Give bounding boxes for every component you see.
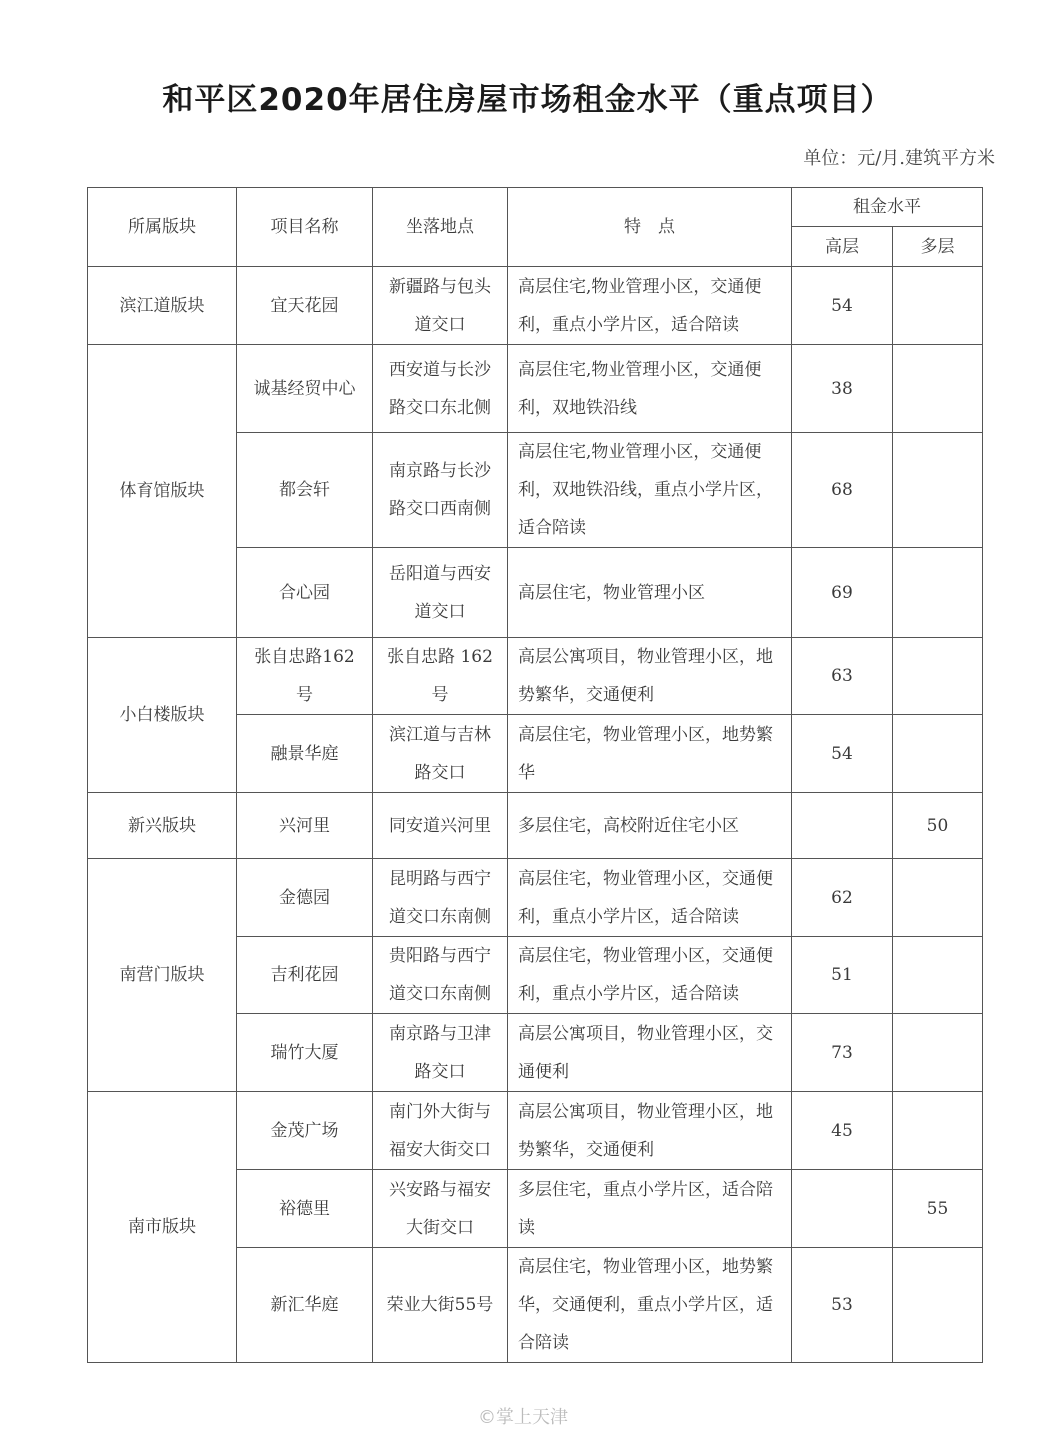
cell-multi <box>893 638 983 715</box>
cell-name: 诚基经贸中心 <box>237 345 373 433</box>
cell-name: 金德园 <box>237 859 373 937</box>
unit-note: 单位：元/月.建筑平方米 <box>803 148 995 169</box>
cell-location: 兴安路与福安大街交口 <box>373 1170 508 1248</box>
cell-multi <box>893 345 983 433</box>
cell-multi <box>893 1092 983 1170</box>
cell-block: 滨江道版块 <box>88 267 237 345</box>
cell-name: 新汇华庭 <box>237 1248 373 1363</box>
cell-high: 51 <box>792 937 893 1014</box>
cell-location: 西安道与长沙路交口东北侧 <box>373 345 508 433</box>
cell-features: 高层住宅，物业管理小区，地势繁华，交通便利，重点小学片区，适合陪读 <box>508 1248 792 1363</box>
cell-multi <box>893 715 983 793</box>
cell-high: 68 <box>792 433 893 548</box>
cell-name: 兴河里 <box>237 793 373 859</box>
cell-high: 54 <box>792 267 893 345</box>
table-body <box>88 267 983 1363</box>
cell-high: 38 <box>792 345 893 433</box>
cell-location: 贵阳路与西宁道交口东南侧 <box>373 937 508 1014</box>
cell-features: 高层住宅,物业管理小区，交通便利，双地铁沿线 <box>508 345 792 433</box>
cell-name: 宜天花园 <box>237 267 373 345</box>
table-row <box>88 638 983 715</box>
cell-block: 南市版块 <box>88 1092 237 1363</box>
cell-location: 岳阳道与西安道交口 <box>373 548 508 638</box>
cell-multi <box>893 548 983 638</box>
cell-features: 高层公寓项目，物业管理小区，地势繁华，交通便利 <box>508 1092 792 1170</box>
cell-multi <box>893 433 983 548</box>
cell-features: 高层住宅，物业管理小区 <box>508 548 792 638</box>
cell-high: 53 <box>792 1248 893 1363</box>
cell-name: 融景华庭 <box>237 715 373 793</box>
table-row <box>88 345 983 433</box>
cell-features: 高层住宅，物业管理小区，交通便利，重点小学片区，适合陪读 <box>508 859 792 937</box>
cell-name: 张自忠路162号 <box>237 638 373 715</box>
cell-name: 金茂广场 <box>237 1092 373 1170</box>
header-rent: 租金水平 <box>792 188 983 227</box>
cell-name: 裕德里 <box>237 1170 373 1248</box>
cell-high: 45 <box>792 1092 893 1170</box>
cell-name: 瑞竹大厦 <box>237 1014 373 1092</box>
header-location: 坐落地点 <box>373 188 508 267</box>
cell-multi <box>893 859 983 937</box>
table-row <box>88 793 983 859</box>
cell-location: 南京路与长沙路交口西南侧 <box>373 433 508 548</box>
cell-features: 多层住宅，高校附近住宅小区 <box>508 793 792 859</box>
cell-high <box>792 1170 893 1248</box>
cell-features: 高层住宅,物业管理小区，交通便利，双地铁沿线，重点小学片区，适合陪读 <box>508 433 792 548</box>
cell-location: 昆明路与西宁道交口东南侧 <box>373 859 508 937</box>
cell-features: 高层公寓项目，物业管理小区，交通便利 <box>508 1014 792 1092</box>
rent-table <box>87 187 983 1363</box>
cell-features: 高层公寓项目，物业管理小区，地势繁华，交通便利 <box>508 638 792 715</box>
cell-location: 同安道兴河里 <box>373 793 508 859</box>
cell-location: 张自忠路 162号 <box>373 638 508 715</box>
cell-high <box>792 793 893 859</box>
cell-high: 63 <box>792 638 893 715</box>
cell-block: 新兴版块 <box>88 793 237 859</box>
table-row <box>88 1092 983 1170</box>
cell-high: 69 <box>792 548 893 638</box>
cell-features: 高层住宅，物业管理小区，地势繁华 <box>508 715 792 793</box>
cell-multi <box>893 1014 983 1092</box>
cell-features: 高层住宅,物业管理小区，交通便利，重点小学片区，适合陪读 <box>508 267 792 345</box>
cell-name: 合心园 <box>237 548 373 638</box>
cell-high: 62 <box>792 859 893 937</box>
cell-location: 荣业大街55号 <box>373 1248 508 1363</box>
cell-location: 南京路与卫津路交口 <box>373 1014 508 1092</box>
cell-high: 54 <box>792 715 893 793</box>
watermark: ©掌上天津 <box>478 1407 568 1428</box>
cell-multi <box>893 267 983 345</box>
cell-multi <box>893 1248 983 1363</box>
cell-location: 新疆路与包头道交口 <box>373 267 508 345</box>
cell-block: 体育馆版块 <box>88 345 237 638</box>
header-multi: 多层 <box>893 227 983 267</box>
header-features: 特 点 <box>508 188 792 267</box>
cell-multi <box>893 937 983 1014</box>
cell-features: 高层住宅，物业管理小区，交通便利，重点小学片区，适合陪读 <box>508 937 792 1014</box>
cell-block: 南营门版块 <box>88 859 237 1092</box>
header-block: 所属版块 <box>88 188 237 267</box>
table-row <box>88 859 983 937</box>
cell-location: 滨江道与吉林路交口 <box>373 715 508 793</box>
cell-name: 都会轩 <box>237 433 373 548</box>
cell-multi: 55 <box>893 1170 983 1248</box>
cell-block: 小白楼版块 <box>88 638 237 793</box>
header-high: 高层 <box>792 227 893 267</box>
page-title: 和平区2020年居住房屋市场租金水平（重点项目） <box>162 82 893 118</box>
header-name: 项目名称 <box>237 188 373 267</box>
cell-location: 南门外大街与福安大街交口 <box>373 1092 508 1170</box>
cell-name: 吉利花园 <box>237 937 373 1014</box>
cell-multi: 50 <box>893 793 983 859</box>
table-row <box>88 267 983 345</box>
cell-high: 73 <box>792 1014 893 1092</box>
cell-features: 多层住宅，重点小学片区，适合陪读 <box>508 1170 792 1248</box>
